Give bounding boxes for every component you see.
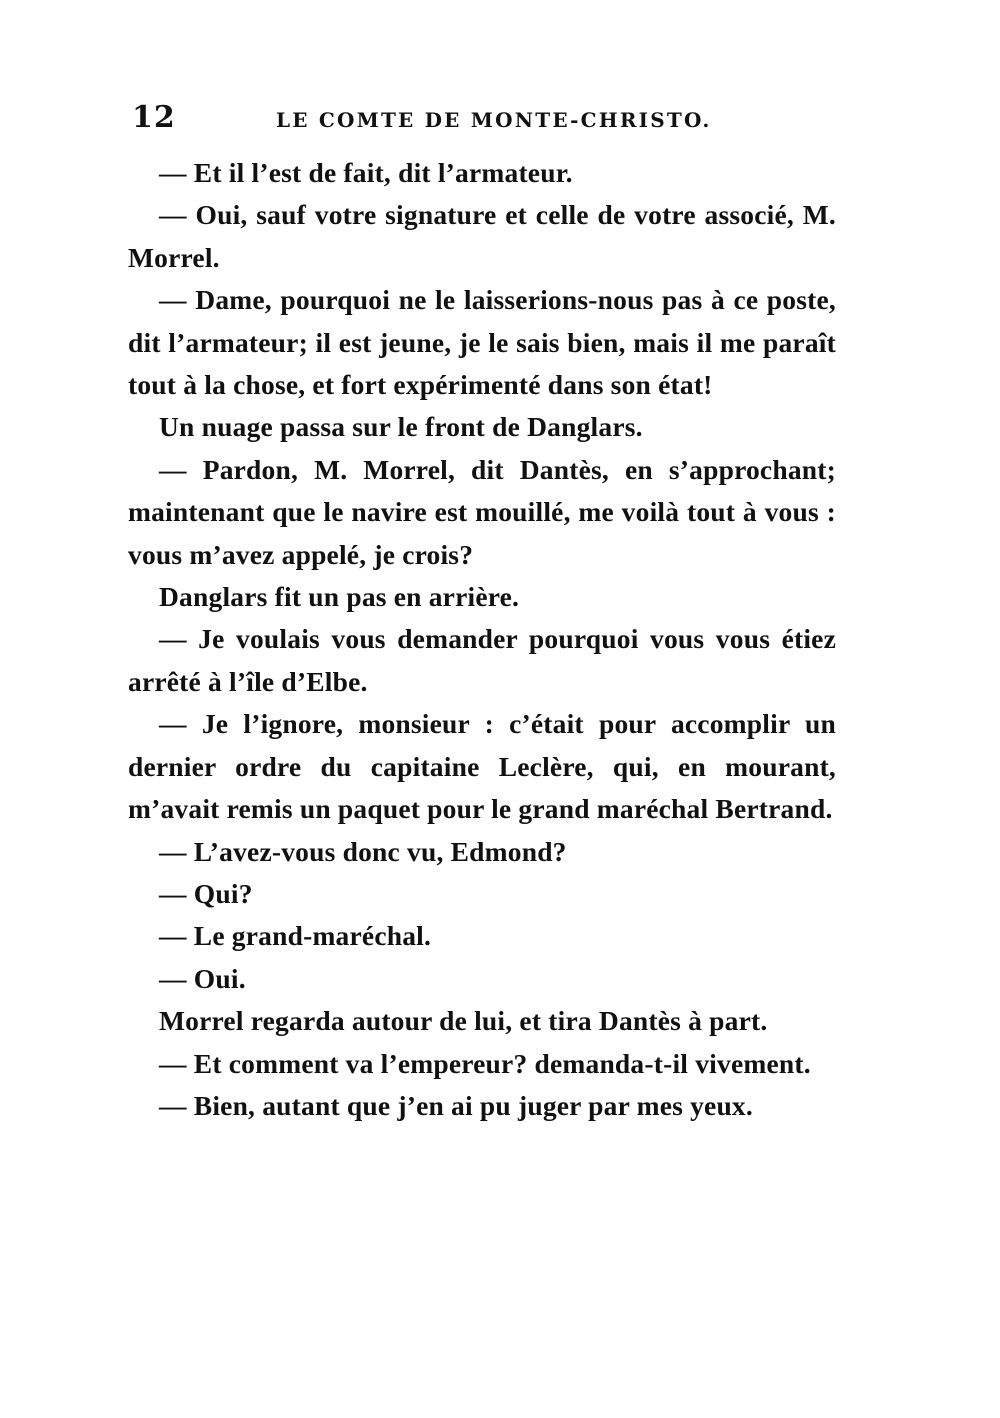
paragraph: — Le grand-maréchal. [159, 920, 432, 952]
page-number: 12 [132, 100, 176, 135]
paragraph: — Bien, autant que j’en ai pu juger par mes yeux. [159, 1089, 753, 1121]
paragraph: — Je l’ignore, monsieur : c’était pour accomplir un dernier ordre du capitaine Leclère, qui, en mourant, m’avait remis un paquet pour le grand maréchal Bertrand. [128, 708, 836, 825]
paragraph: Un nuage passa sur le front de Danglars. [159, 411, 643, 443]
paragraph: — Qui? [159, 877, 253, 909]
paragraph: — Oui, sauf votre signature et celle de votre associé, M. Morrel. [128, 199, 836, 273]
paragraph: — Je voulais vous demander pourquoi vous vous étiez arrêté à l’île d’Elbe. [128, 623, 836, 697]
paragraph: — Et comment va l’empereur? demanda-t-il vivement. [159, 1047, 811, 1079]
paragraph: — Pardon, M. Morrel, dit Dantès, en s’approchant; maintenant que le navire est mouillé, me voilà tout à vous : vous m’avez appelé, je crois? [128, 453, 836, 570]
paragraph: — L’avez-vous donc vu, Edmond? [159, 835, 567, 867]
body-text [128, 152, 836, 1127]
running-title: LE COMTE DE MONTE-CHRISTO. [276, 108, 712, 132]
paragraph: Morrel regarda autour de lui, et tira Dantès à part. [159, 1005, 768, 1037]
paragraph: Danglars fit un pas en arrière. [159, 581, 520, 613]
paragraph: — Dame, pourquoi ne le laisserions-nous pas à ce poste, dit l’armateur; il est jeune, je le sais bien, mais il me paraît tout à la chose, et fort expérimenté dans son état! [128, 284, 836, 401]
paragraph: — Et il l’est de fait, dit l’armateur. [159, 157, 573, 188]
paragraph: — Oui. [159, 962, 246, 994]
page-header [128, 100, 840, 140]
